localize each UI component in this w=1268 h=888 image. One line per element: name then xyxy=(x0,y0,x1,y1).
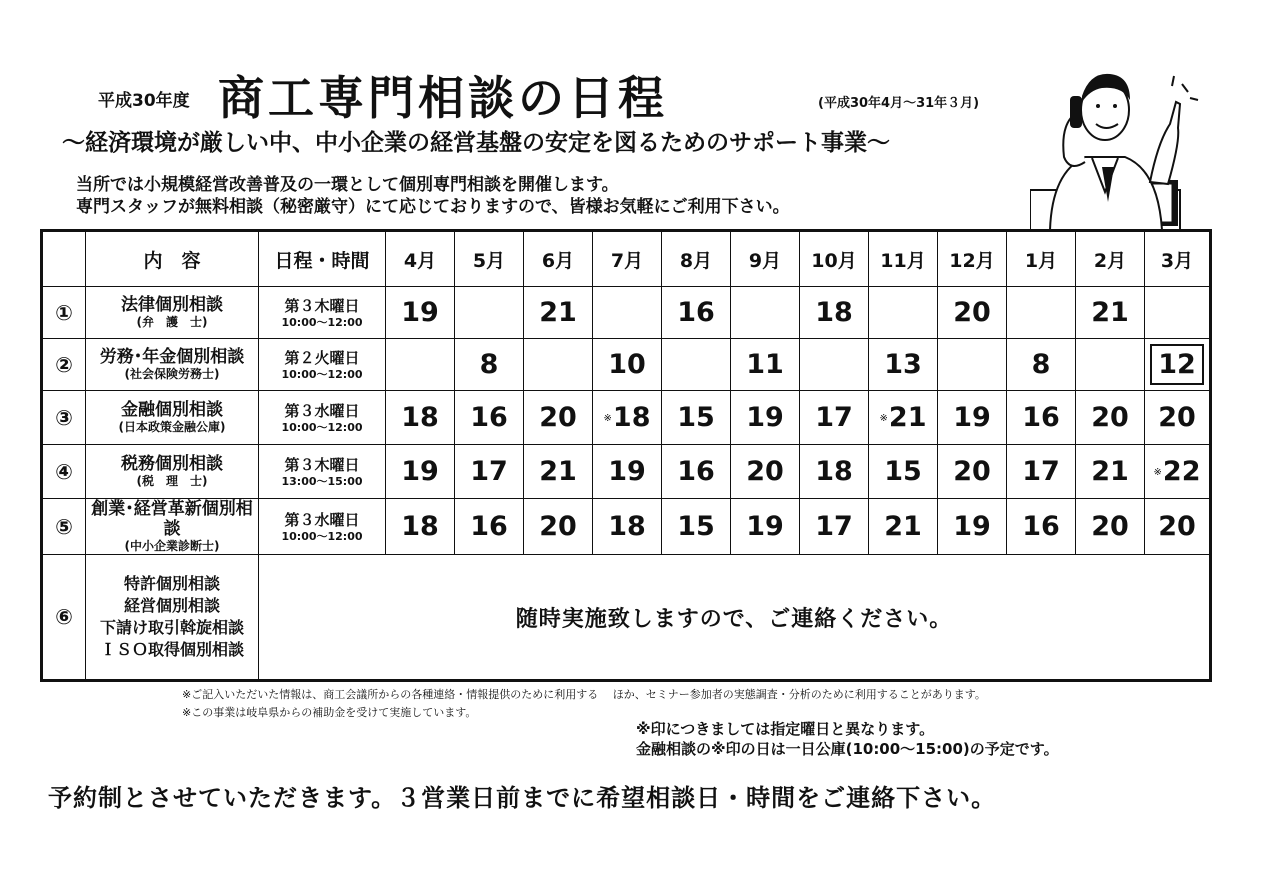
date-cell xyxy=(386,287,455,339)
date-cell xyxy=(593,445,662,499)
date-value: 20 xyxy=(539,511,577,542)
schedule-time: 10:00〜12:00 xyxy=(281,420,363,434)
date-cell xyxy=(524,499,593,555)
date-cell xyxy=(800,287,869,339)
service-cell xyxy=(86,391,259,445)
date-cell xyxy=(869,391,938,445)
date-cell xyxy=(938,499,1007,555)
date-cell xyxy=(869,499,938,555)
date-cell xyxy=(524,445,593,499)
service-name: 特許個別相談 xyxy=(123,574,220,593)
service-cell xyxy=(86,499,259,555)
intro-line-1: 当所では小規模経営改善普及の一環として個別専門相談を開催します。 xyxy=(76,175,619,195)
month-header: 4月 xyxy=(386,231,455,287)
date-value: 19 xyxy=(746,511,784,542)
month-header: 2月 xyxy=(1076,231,1145,287)
schedule-time: 10:00〜12:00 xyxy=(281,367,363,381)
service-expert: (社会保険労務士) xyxy=(124,367,220,381)
date-value: 17 xyxy=(815,511,853,542)
date-value: 15 xyxy=(884,456,922,487)
anytime-message: 随時実施致しますので、ご連絡ください。 xyxy=(259,555,1211,681)
period-label: (平成30年4月〜31年３月) xyxy=(818,96,980,111)
schedule-day: 第３木曜日 xyxy=(284,296,360,315)
header-row xyxy=(42,231,1211,287)
date-value: 13 xyxy=(884,349,922,380)
date-value: 15 xyxy=(677,402,715,433)
date-cell xyxy=(1145,287,1211,339)
date-value: 20 xyxy=(746,456,784,487)
date-cell xyxy=(524,391,593,445)
date-cell xyxy=(1076,445,1145,499)
date-value: 18 xyxy=(612,402,651,433)
date-value: 16 xyxy=(1022,511,1060,542)
service-name: 下請け取引斡旋相談 xyxy=(99,618,244,637)
service-row xyxy=(42,445,1211,499)
date-value: 20 xyxy=(953,297,991,328)
date-value: 19 xyxy=(746,402,784,433)
date-cell xyxy=(731,445,800,499)
date-cell xyxy=(1076,339,1145,391)
date-cell xyxy=(1007,287,1076,339)
date-cell xyxy=(938,445,1007,499)
month-header: 7月 xyxy=(593,231,662,287)
service-expert: (弁 護 士) xyxy=(136,315,208,329)
date-value: 8 xyxy=(479,349,499,380)
date-value: 20 xyxy=(1091,402,1129,433)
date-value: 21 xyxy=(539,297,577,328)
schedule-cell xyxy=(259,287,386,339)
month-header: 12月 xyxy=(938,231,1007,287)
row-index: ① xyxy=(42,287,86,339)
date-cell xyxy=(869,287,938,339)
date-value: 21 xyxy=(888,402,927,433)
date-value: 16 xyxy=(1022,402,1060,433)
date-cell xyxy=(1007,391,1076,445)
schedule-table xyxy=(40,229,1212,682)
service-name: ＩＳＯ取得個別相談 xyxy=(99,640,244,659)
reservation-footer: 予約制とさせていただきます。３営業日前までに希望相談日・時間をご連絡下さい。 xyxy=(48,784,997,812)
businessman-on-phone-illustration xyxy=(1030,62,1220,230)
month-header: 1月 xyxy=(1007,231,1076,287)
date-cell xyxy=(1007,445,1076,499)
service-row-6 xyxy=(42,555,1211,681)
date-cell xyxy=(869,339,938,391)
schedule-time: 13:00〜15:00 xyxy=(281,474,363,488)
date-cell xyxy=(386,499,455,555)
date-cell xyxy=(800,499,869,555)
intro-line-2: 専門スタッフが無料相談（秘密厳守）にて応じておりますので、皆様お気軽にご利用下さい。 xyxy=(76,197,790,217)
schedule-day: 第３水曜日 xyxy=(284,401,360,420)
date-cell xyxy=(800,445,869,499)
date-cell xyxy=(662,499,731,555)
service-row xyxy=(42,287,1211,339)
schedule-time: 10:00〜12:00 xyxy=(281,315,363,329)
month-header: 9月 xyxy=(731,231,800,287)
month-header: 8月 xyxy=(662,231,731,287)
date-value: 18 xyxy=(815,297,853,328)
date-cell xyxy=(938,391,1007,445)
schedule-day: 第２火曜日 xyxy=(284,348,360,367)
row-index: ③ xyxy=(42,391,86,445)
service-cell xyxy=(86,445,259,499)
date-cell xyxy=(593,287,662,339)
date-value: 21 xyxy=(1091,297,1129,328)
date-value: 17 xyxy=(1022,456,1060,487)
date-cell xyxy=(1145,445,1211,499)
service-name: 労務･年金個別相談 xyxy=(99,347,245,367)
date-cell xyxy=(1145,391,1211,445)
date-cell xyxy=(1076,391,1145,445)
subsidy-note: ※この事業は岐阜県からの補助金を受けて実施しています。 xyxy=(182,706,477,719)
date-value: 8 xyxy=(1031,349,1051,380)
service-row xyxy=(42,339,1211,391)
service-row xyxy=(42,499,1211,555)
date-value: 20 xyxy=(1158,511,1196,542)
date-value: 19 xyxy=(953,511,991,542)
date-cell xyxy=(593,339,662,391)
date-cell xyxy=(938,339,1007,391)
date-cell xyxy=(1076,499,1145,555)
date-cell xyxy=(731,499,800,555)
schedule-cell xyxy=(259,391,386,445)
date-value: 22 xyxy=(1162,456,1201,487)
date-value: 18 xyxy=(401,402,439,433)
month-header: 10月 xyxy=(800,231,869,287)
date-cell xyxy=(524,339,593,391)
service-list-cell xyxy=(86,555,259,681)
service-expert: (税 理 士) xyxy=(136,474,208,488)
date-value: 16 xyxy=(470,402,508,433)
date-cell xyxy=(455,339,524,391)
date-value: 20 xyxy=(539,402,577,433)
subtitle: 〜経済環境が厳しい中、中小企業の経営基盤の安定を図るためのサポート事業〜 xyxy=(62,130,890,156)
date-value: 17 xyxy=(470,456,508,487)
date-value: 18 xyxy=(401,511,439,542)
service-name: 法律個別相談 xyxy=(121,295,223,315)
date-value: 19 xyxy=(401,456,439,487)
schedule-cell xyxy=(259,339,386,391)
date-value: 20 xyxy=(1091,511,1129,542)
date-cell xyxy=(1145,499,1211,555)
mark-symbol: ※ xyxy=(879,413,888,424)
schedule-day: 第３木曜日 xyxy=(284,455,360,474)
row-index: ⑥ xyxy=(42,555,86,681)
page-title: 商工専門相談の日程 xyxy=(218,71,668,125)
date-value: 19 xyxy=(608,456,646,487)
month-header: 5月 xyxy=(455,231,524,287)
date-cell xyxy=(386,391,455,445)
date-value: 15 xyxy=(677,511,715,542)
index-header xyxy=(42,231,86,287)
date-cell xyxy=(386,339,455,391)
service-name: 金融個別相談 xyxy=(121,400,223,420)
date-value: 21 xyxy=(884,511,922,542)
schedule-time: 10:00〜12:00 xyxy=(281,529,363,543)
date-cell xyxy=(593,499,662,555)
date-cell xyxy=(731,339,800,391)
mark-symbol: ※ xyxy=(1153,467,1162,478)
schedule-cell xyxy=(259,499,386,555)
content-header: 内 容 xyxy=(86,231,259,287)
row-index: ④ xyxy=(42,445,86,499)
date-cell xyxy=(662,287,731,339)
row-index: ② xyxy=(42,339,86,391)
date-value: 11 xyxy=(746,349,784,380)
date-cell xyxy=(593,391,662,445)
date-value: 19 xyxy=(953,402,991,433)
date-cell xyxy=(731,287,800,339)
date-value: 16 xyxy=(677,456,715,487)
mark-symbol: ※ xyxy=(603,413,612,424)
fiscal-year: 平成30年度 xyxy=(98,91,190,111)
date-cell xyxy=(800,339,869,391)
month-header: 3月 xyxy=(1145,231,1211,287)
month-header: 11月 xyxy=(869,231,938,287)
service-name: 経営個別相談 xyxy=(123,596,220,615)
schedule-day: 第３水曜日 xyxy=(284,510,360,529)
service-name: 税務個別相談 xyxy=(121,454,223,474)
service-expert: (中小企業診断士) xyxy=(124,539,220,553)
mark-note-2: 金融相談の※印の日は一日公庫(10:00〜15:00)の予定です。 xyxy=(636,740,1059,758)
date-cell xyxy=(386,445,455,499)
row-index: ⑤ xyxy=(42,499,86,555)
date-cell xyxy=(869,445,938,499)
date-cell xyxy=(662,391,731,445)
service-cell xyxy=(86,287,259,339)
date-value: 10 xyxy=(608,349,646,380)
date-cell xyxy=(455,287,524,339)
date-cell xyxy=(662,445,731,499)
date-value: 16 xyxy=(677,297,715,328)
date-cell xyxy=(524,287,593,339)
month-header: 6月 xyxy=(524,231,593,287)
date-cell xyxy=(938,287,1007,339)
date-cell xyxy=(662,339,731,391)
date-cell xyxy=(800,391,869,445)
date-value: 21 xyxy=(1091,456,1129,487)
date-cell xyxy=(1007,339,1076,391)
date-value: 17 xyxy=(815,402,853,433)
date-value: 20 xyxy=(953,456,991,487)
date-value: 21 xyxy=(539,456,577,487)
service-row xyxy=(42,391,1211,445)
date-cell xyxy=(1007,499,1076,555)
date-value: 18 xyxy=(608,511,646,542)
schedule-header: 日程・時間 xyxy=(259,231,386,287)
date-value: 18 xyxy=(815,456,853,487)
date-value: 19 xyxy=(401,297,439,328)
date-value: 20 xyxy=(1158,402,1196,433)
privacy-note: ※ご記入いただいた情報は、商工会議所からの各種連絡・情報提供のために利用する ほか、セミナー参加者の実態調査・分析のために利用することがあります。 xyxy=(182,688,986,701)
date-value: 12 xyxy=(1150,344,1204,385)
date-cell xyxy=(1076,287,1145,339)
service-name: 創業･経営革新個別相談 xyxy=(91,499,253,539)
service-cell xyxy=(86,339,259,391)
date-cell xyxy=(1145,339,1211,391)
mark-note-1: ※印につきましては指定曜日と異なります。 xyxy=(636,720,935,738)
date-cell xyxy=(455,391,524,445)
schedule-cell xyxy=(259,445,386,499)
date-cell xyxy=(455,499,524,555)
date-cell xyxy=(455,445,524,499)
date-cell xyxy=(731,391,800,445)
service-expert: (日本政策金融公庫) xyxy=(118,420,226,434)
date-value: 16 xyxy=(470,511,508,542)
